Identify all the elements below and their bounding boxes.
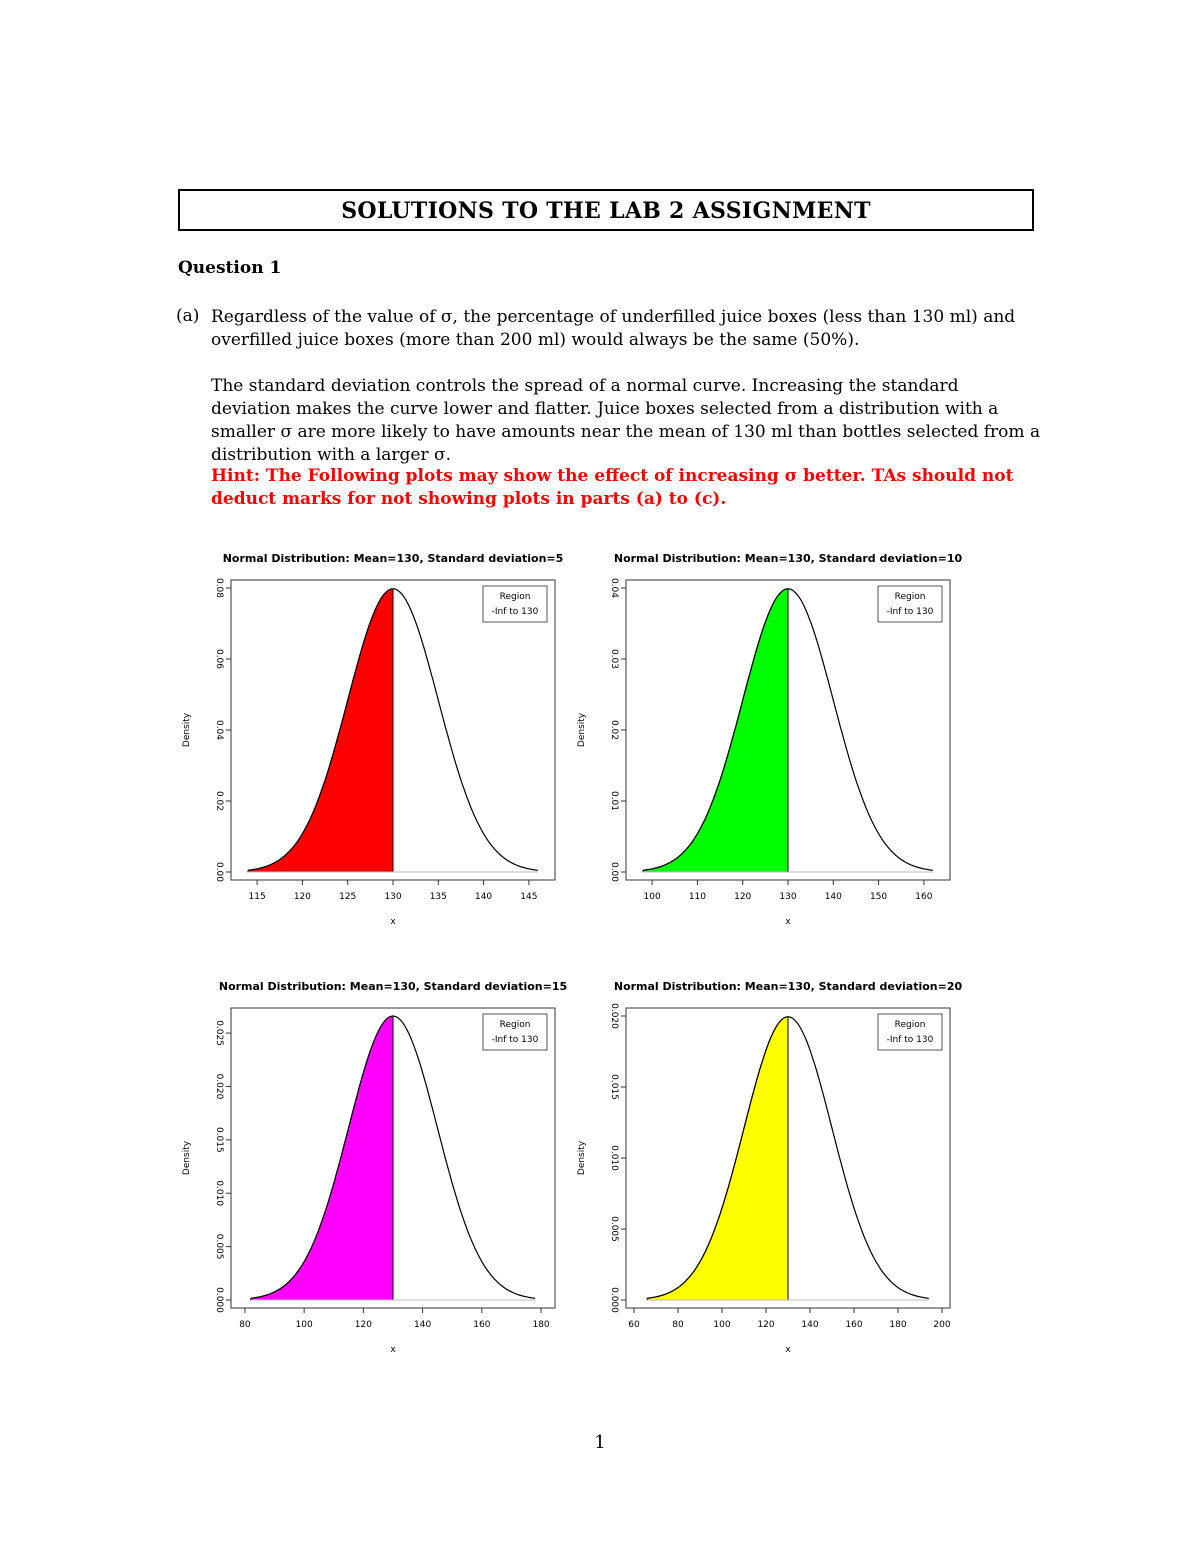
answer-paragraph-1: Regardless of the value of σ, the percentage of underfilled juice boxes (less than 130 ml) and overfilled juice boxes (more than 200 ml) would always be the same (50%). [211, 307, 1016, 350]
y-tick-label: 0.00 [214, 861, 224, 883]
x-tick-label: 110 [688, 892, 707, 902]
page-number: 1 [594, 1432, 606, 1453]
shaded-region [643, 589, 788, 872]
y-axis-label: Density [182, 1140, 192, 1176]
x-tick-label: 200 [933, 1320, 951, 1330]
x-tick-label: 120 [293, 892, 312, 902]
hint-text: Hint: The Following plots may show the effect of increasing σ better. TAs should not deduct marks for not showing plots in parts (a) to (c). [211, 466, 1014, 509]
y-tick-label: 0.03 [609, 648, 619, 670]
normal-plot-sd5 [175, 540, 575, 940]
x-tick-label: 80 [672, 1320, 684, 1330]
x-tick-label: 115 [248, 892, 266, 902]
chart-title: Normal Distribution: Mean=130, Standard deviation=20 [613, 980, 963, 993]
chart-svg [175, 968, 575, 1368]
x-axis-label: x [785, 917, 791, 927]
shaded-region [248, 589, 393, 872]
x-tick-label: 135 [429, 892, 447, 902]
y-axis-label: Density [182, 712, 192, 748]
chart-svg [570, 968, 970, 1368]
y-tick-label: 0.02 [214, 790, 224, 812]
shaded-region [251, 1016, 393, 1300]
normal-plot-sd10 [570, 540, 970, 940]
x-tick-label: 140 [801, 1320, 819, 1330]
x-tick-label: 145 [520, 892, 538, 902]
chart-title: Normal Distribution: Mean=130, Standard deviation=10 [613, 552, 963, 565]
x-tick-label: 80 [239, 1320, 251, 1330]
y-tick-label: 0.04 [214, 719, 224, 741]
x-tick-label: 125 [339, 892, 357, 902]
x-tick-label: 150 [869, 892, 888, 902]
x-tick-label: 100 [713, 1320, 731, 1330]
y-tick-label: 0.005 [214, 1233, 224, 1260]
chart-title: Normal Distribution: Mean=130, Standard deviation=15 [218, 980, 568, 993]
y-tick-label: 0.06 [214, 648, 224, 670]
y-tick-label: 0.000 [214, 1287, 224, 1313]
y-tick-label: 0.04 [609, 577, 619, 599]
question-heading: Question 1 [178, 258, 282, 278]
normal-plot-sd15 [175, 968, 575, 1368]
legend-entry: -Inf to 130 [491, 607, 539, 617]
chart-svg [570, 540, 970, 940]
x-tick-label: 120 [354, 1320, 372, 1330]
x-tick-label: 100 [295, 1320, 313, 1330]
x-axis-label: x [390, 917, 396, 927]
y-tick-label: 0.020 [609, 1003, 619, 1029]
y-axis-label: Density [577, 1140, 587, 1176]
x-axis-label: x [390, 1345, 396, 1355]
y-tick-label: 0.025 [214, 1020, 224, 1046]
x-tick-label: 100 [643, 892, 661, 902]
chart-svg [175, 540, 575, 940]
x-tick-label: 140 [414, 1320, 432, 1330]
legend-entry: -Inf to 130 [886, 607, 934, 617]
x-tick-label: 180 [889, 1320, 907, 1330]
y-tick-label: 0.000 [609, 1287, 619, 1313]
shaded-region [647, 1017, 788, 1300]
page-title: SOLUTIONS TO THE LAB 2 ASSIGNMENT [178, 189, 1034, 231]
y-tick-label: 0.01 [609, 790, 619, 812]
legend-entry: -Inf to 130 [886, 1035, 934, 1045]
x-tick-label: 160 [915, 892, 933, 902]
y-tick-label: 0.02 [609, 719, 619, 741]
y-tick-label: 0.005 [609, 1216, 619, 1242]
x-tick-label: 60 [628, 1320, 640, 1330]
x-tick-label: 130 [384, 892, 402, 902]
part-label: (a) [176, 306, 200, 326]
legend-entry: -Inf to 130 [491, 1035, 539, 1045]
chart-title: Normal Distribution: Mean=130, Standard deviation=5 [222, 552, 564, 565]
normal-plot-sd20 [570, 968, 970, 1368]
x-tick-label: 160 [473, 1320, 491, 1330]
y-tick-label: 0.010 [609, 1145, 619, 1171]
legend-title: Region [894, 1020, 926, 1030]
y-tick-label: 0.015 [214, 1126, 224, 1153]
x-tick-label: 130 [779, 892, 797, 902]
x-tick-label: 140 [824, 892, 842, 902]
y-tick-label: 0.015 [609, 1074, 619, 1100]
x-tick-label: 120 [734, 892, 752, 902]
x-tick-label: 160 [845, 1320, 863, 1330]
x-tick-label: 180 [532, 1320, 550, 1330]
y-tick-label: 0.010 [214, 1180, 224, 1207]
y-tick-label: 0.00 [609, 861, 619, 883]
legend-title: Region [499, 1020, 531, 1030]
x-tick-label: 140 [474, 892, 493, 902]
y-tick-label: 0.08 [214, 577, 224, 599]
x-tick-label: 120 [757, 1320, 775, 1330]
x-axis-label: x [785, 1345, 791, 1355]
y-axis-label: Density [577, 712, 587, 748]
legend-title: Region [894, 592, 926, 602]
y-tick-label: 0.020 [214, 1073, 224, 1100]
legend-title: Region [499, 592, 531, 602]
answer-paragraph-2: The standard deviation controls the spread of a normal curve. Increasing the standard deviation makes the curve lower and flatter. Juice boxes selected from a distribution with a smaller σ are more likely to have amounts near the mean of 130 ml than bottles selected from a distribution with a larger σ. [211, 376, 1041, 465]
